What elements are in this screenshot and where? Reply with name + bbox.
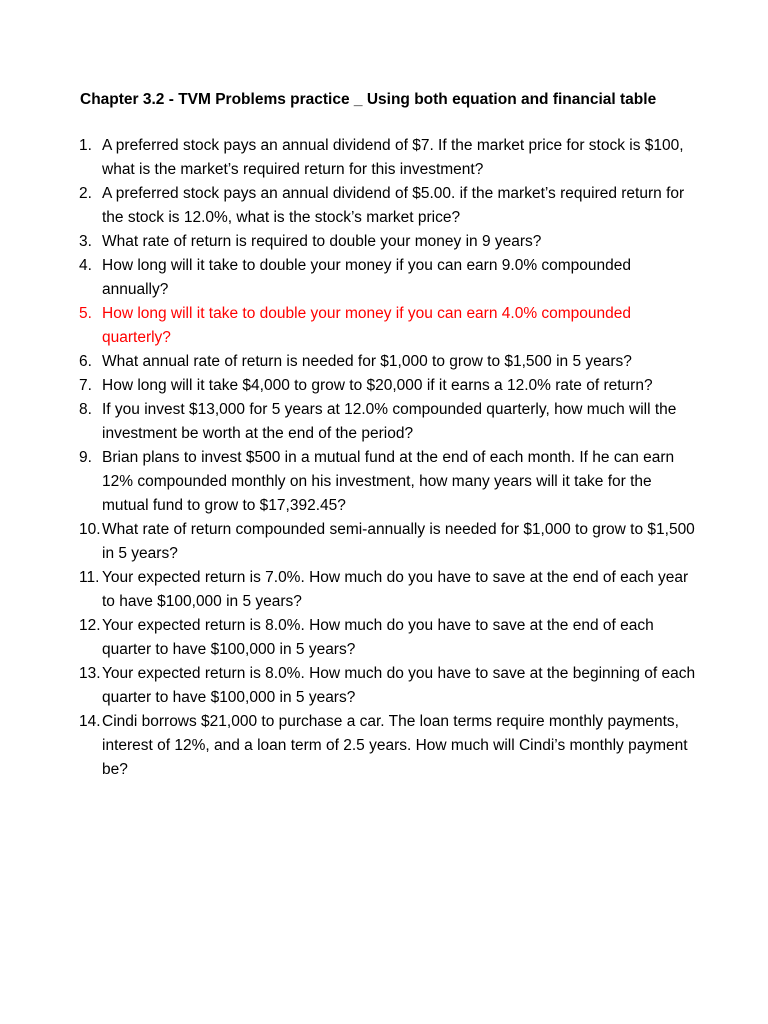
- problem-number: 5.: [79, 305, 92, 322]
- problem-text: A preferred stock pays an annual dividend of $7. If the market price for stock is $100, what is the market’s required return for this investment?: [102, 137, 684, 178]
- problem-item-11: [79, 566, 699, 614]
- problem-item-9: [79, 446, 699, 518]
- problem-item-13: [79, 662, 699, 710]
- problem-number: 4.: [79, 257, 92, 274]
- problem-item-5-highlighted: [79, 302, 699, 350]
- problem-item-10: [79, 518, 699, 566]
- problem-text: How long will it take to double your money if you can earn 4.0% compounded quarterly?: [102, 305, 632, 346]
- problem-item-12: [79, 614, 699, 662]
- problem-text: Brian plans to invest $500 in a mutual fund at the end of each month. If he can earn 12% compounded monthly on his investment, how many years will it take for the mutual fund to grow to $17,392.45?: [102, 449, 675, 514]
- problem-item-2: [79, 182, 699, 230]
- problem-item-4: [79, 254, 699, 302]
- problem-item-14: [79, 710, 699, 782]
- problem-text: What rate of return is required to double your money in 9 years?: [102, 233, 542, 250]
- problem-number: 8.: [79, 401, 92, 418]
- problem-item-7: [79, 374, 699, 398]
- problem-number: 2.: [79, 185, 92, 202]
- problem-number: 7.: [79, 377, 92, 394]
- problem-number: 10.: [79, 521, 101, 538]
- problem-item-6: [79, 350, 699, 374]
- problem-list: [79, 134, 699, 782]
- problem-text: How long will it take $4,000 to grow to $20,000 if it earns a 12.0% rate of return?: [102, 377, 653, 394]
- problem-number: 13.: [79, 665, 101, 682]
- problem-number: 9.: [79, 449, 92, 466]
- problem-item-1: [79, 134, 699, 182]
- problem-text: How long will it take to double your money if you can earn 9.0% compounded annually?: [102, 257, 632, 298]
- problem-number: 6.: [79, 353, 92, 370]
- problem-item-8: [79, 398, 699, 446]
- problem-text: Your expected return is 8.0%. How much do you have to save at the beginning of each quarter to have $100,000 in 5 years?: [102, 665, 696, 706]
- problem-text: What rate of return compounded semi-annually is needed for $1,000 to grow to $1,500 in 5 years?: [102, 521, 695, 562]
- problem-text: Your expected return is 7.0%. How much do you have to save at the end of each year to have $100,000 in 5 years?: [102, 569, 689, 610]
- problem-number: 1.: [79, 137, 92, 154]
- problem-item-3: [79, 230, 699, 254]
- problem-text: If you invest $13,000 for 5 years at 12.0% compounded quarterly, how much will the investment be worth at the end of the period?: [102, 401, 677, 442]
- problem-number: 3.: [79, 233, 92, 250]
- problem-number: 14.: [79, 713, 101, 730]
- problem-text: Your expected return is 8.0%. How much do you have to save at the end of each quarter to have $100,000 in 5 years?: [102, 617, 654, 658]
- problem-number: 12.: [79, 617, 101, 634]
- problem-number: 11.: [79, 569, 100, 586]
- problem-text: What annual rate of return is needed for $1,000 to grow to $1,500 in 5 years?: [102, 353, 632, 370]
- problem-text: A preferred stock pays an annual dividend of $5.00. if the market’s required return for the stock is 12.0%, what is the stock’s market price?: [102, 185, 685, 226]
- page-title: Chapter 3.2 - TVM Problems practice _ Using both equation and financial table: [80, 91, 657, 108]
- problem-text: Cindi borrows $21,000 to purchase a car. The loan terms require monthly payments, interest of 12%, and a loan term of 2.5 years. How much will Cindi’s monthly payment be?: [102, 713, 688, 778]
